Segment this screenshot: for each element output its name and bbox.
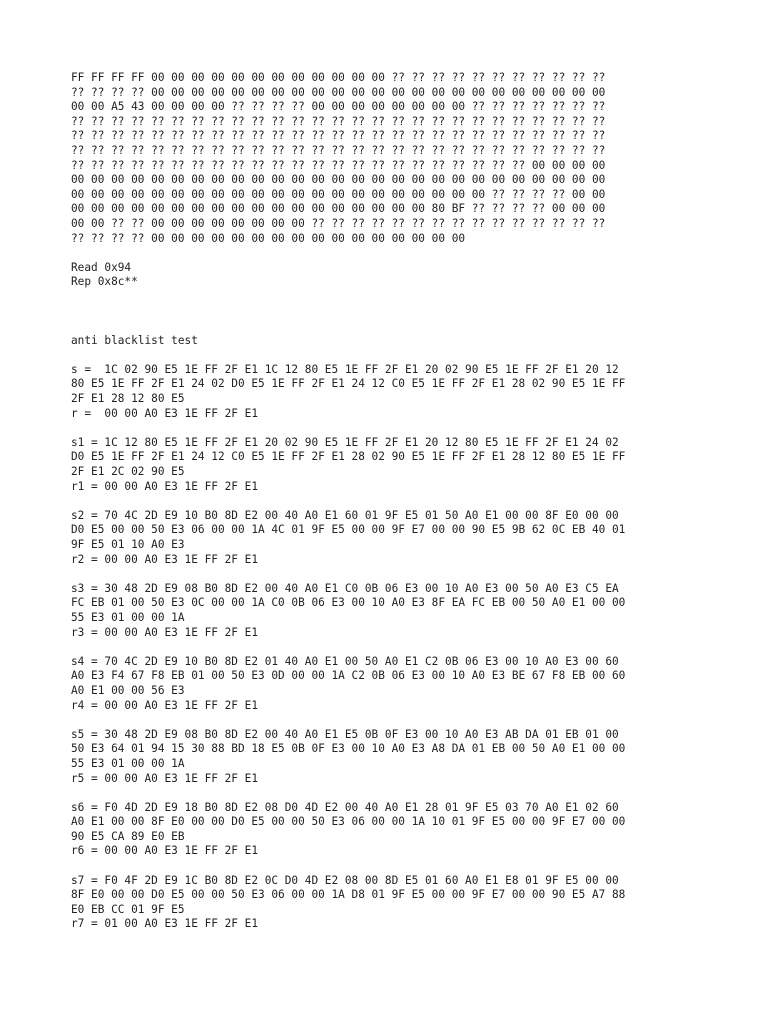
test-signature-line: s1 = 1C 12 80 E5 1E FF 2F E1 20 02 90 E5 1E FF 2F E1 20 12 80 E5 1E FF 2F E1 24 02 [71, 435, 619, 449]
test-signature-line: 55 E3 01 00 00 1A [71, 610, 185, 624]
hex-dump-line: ?? ?? ?? ?? ?? ?? ?? ?? ?? ?? ?? ?? ?? ?? ?? ?? ?? ?? ?? ?? ?? ?? ?? ?? ?? ?? ?? [71, 129, 606, 143]
spacer [71, 290, 711, 334]
test-replacement-line: r1 = 00 00 A0 E3 1E FF 2F E1 [71, 479, 259, 493]
test-signature-line: 90 E5 CA 89 E0 EB [71, 829, 185, 843]
test-block-s5 [71, 728, 711, 786]
hex-dump-line: 00 00 ?? ?? 00 00 00 00 00 00 00 00 ?? ?? ?? ?? ?? ?? ?? ?? ?? ?? ?? ?? ?? ?? ?? [71, 216, 606, 230]
test-replacement-line: r7 = 01 00 A0 E3 1E FF 2F E1 [71, 917, 259, 931]
test-signature-line: FC EB 01 00 50 E3 0C 00 00 1A C0 0B 06 E3 00 10 A0 E3 8F EA FC EB 00 50 A0 E1 00 00 [71, 596, 626, 610]
test-replacement-line: r3 = 00 00 A0 E3 1E FF 2F E1 [71, 625, 259, 639]
spacer [71, 786, 711, 801]
test-block-s6 [71, 801, 711, 859]
test-signature-line: s4 = 70 4C 2D E9 10 B0 8D E2 01 40 A0 E1 00 50 A0 E1 C2 0B 06 E3 00 10 A0 E3 00 60 [71, 654, 619, 668]
spacer [71, 421, 711, 436]
spacer [71, 859, 711, 874]
hex-dump-line: ?? ?? ?? ?? 00 00 00 00 00 00 00 00 00 00 00 00 00 00 00 00 00 00 00 00 00 00 00 [71, 85, 606, 99]
test-block-s7 [71, 874, 711, 932]
hex-dump-line: ?? ?? ?? ?? ?? ?? ?? ?? ?? ?? ?? ?? ?? ?? ?? ?? ?? ?? ?? ?? ?? ?? ?? ?? ?? ?? ?? [71, 114, 606, 128]
spacer [71, 713, 711, 728]
hex-dump-line: ?? ?? ?? ?? ?? ?? ?? ?? ?? ?? ?? ?? ?? ?? ?? ?? ?? ?? ?? ?? ?? ?? ?? ?? ?? ?? ?? [71, 143, 606, 157]
test-signature-line: 8F E0 00 00 D0 E5 00 00 50 E3 06 00 00 1A D8 01 9F E5 00 00 9F E7 00 00 90 E5 A7 88 [71, 888, 626, 902]
test-signature-line: 2F E1 28 12 80 E5 [71, 392, 185, 406]
test-replacement-line: r5 = 00 00 A0 E3 1E FF 2F E1 [71, 771, 259, 785]
test-signature-line: 80 E5 1E FF 2F E1 24 02 D0 E5 1E FF 2F E1 24 12 C0 E5 1E FF 2F E1 28 02 90 E5 1E FF [71, 377, 626, 391]
rep-line: Rep 0x8c** [71, 275, 138, 289]
test-signature-line: s6 = F0 4D 2D E9 18 B0 8D E2 08 D0 4D E2 00 40 A0 E1 28 01 9F E5 03 70 A0 E1 02 60 [71, 800, 619, 814]
hex-dump-line: ?? ?? ?? ?? 00 00 00 00 00 00 00 00 00 00 00 00 00 00 00 00 [71, 231, 466, 245]
spacer [71, 494, 711, 509]
hex-dump-line: 00 00 A5 43 00 00 00 00 ?? ?? ?? ?? 00 00 00 00 00 00 00 00 ?? ?? ?? ?? ?? ?? ?? [71, 100, 606, 114]
test-block-s2 [71, 509, 711, 567]
test-replacement-line: r2 = 00 00 A0 E3 1E FF 2F E1 [71, 552, 259, 566]
test-signature-line: s2 = 70 4C 2D E9 10 B0 8D E2 00 40 A0 E1 60 01 9F E5 01 50 A0 E1 00 00 8F E0 00 00 [71, 508, 619, 522]
test-signature-line: s7 = F0 4F 2D E9 1C B0 8D E2 0C D0 4D E2 08 00 8D E5 01 60 A0 E1 E8 01 9F E5 00 00 [71, 873, 619, 887]
spacer [71, 567, 711, 582]
hex-dump-line: ?? ?? ?? ?? ?? ?? ?? ?? ?? ?? ?? ?? ?? ?? ?? ?? ?? ?? ?? ?? ?? ?? ?? 00 00 00 00 [71, 158, 606, 172]
test-block-s4 [71, 655, 711, 713]
test-block-s [71, 363, 711, 421]
test-signature-line: s = 1C 02 90 E5 1E FF 2F E1 1C 12 80 E5 1E FF 2F E1 20 02 90 E5 1E FF 2F E1 20 12 [71, 362, 619, 376]
test-block-s1 [71, 436, 711, 494]
test-signature-line: s3 = 30 48 2D E9 08 B0 8D E2 00 40 A0 E1 C0 0B 06 E3 00 10 A0 E3 00 50 A0 E3 C5 EA [71, 581, 619, 595]
test-signature-line: 2F E1 2C 02 90 E5 [71, 465, 185, 479]
test-signature-line: E0 EB CC 01 9F E5 [71, 902, 185, 916]
test-signature-line: A0 E1 00 00 56 E3 [71, 683, 185, 697]
test-signature-line: D0 E5 00 00 50 E3 06 00 00 1A 4C 01 9F E5 00 00 9F E7 00 00 90 E5 9B 62 0C EB 40 01 [71, 523, 626, 537]
document-body [71, 71, 711, 932]
test-replacement-line: r4 = 00 00 A0 E3 1E FF 2F E1 [71, 698, 259, 712]
hex-dump-line: 00 00 00 00 00 00 00 00 00 00 00 00 00 00 00 00 00 00 00 00 00 00 00 00 00 00 00 [71, 173, 606, 187]
test-signature-line: A0 E1 00 00 8F E0 00 00 D0 E5 00 00 50 E3 06 00 00 1A 10 01 9F E5 00 00 9F E7 00 00 [71, 815, 626, 829]
test-signature-line: 9F E5 01 10 A0 E3 [71, 538, 185, 552]
spacer [71, 640, 711, 655]
test-block-s3 [71, 582, 711, 640]
hex-dump-line: FF FF FF FF 00 00 00 00 00 00 00 00 00 00 00 00 ?? ?? ?? ?? ?? ?? ?? ?? ?? ?? ?? [71, 71, 606, 84]
test-signature-line: 50 E3 64 01 94 15 30 88 BD 18 E5 0B 0F E3 00 10 A0 E3 A8 DA 01 EB 00 50 A0 E1 00 00 [71, 742, 626, 756]
test-signature-line: s5 = 30 48 2D E9 08 B0 8D E2 00 40 A0 E1 E5 0B 0F E3 00 10 A0 E3 AB DA 01 EB 01 00 [71, 727, 619, 741]
test-signature-line: 55 E3 01 00 00 1A [71, 756, 185, 770]
hex-dump-line: 00 00 00 00 00 00 00 00 00 00 00 00 00 00 00 00 00 00 80 BF ?? ?? ?? ?? 00 00 00 [71, 202, 606, 216]
test-signature-line: D0 E5 1E FF 2F E1 24 12 C0 E5 1E FF 2F E1 28 02 90 E5 1E FF 2F E1 28 12 80 E5 1E FF [71, 450, 626, 464]
test-signature-line: A0 E3 F4 67 F8 EB 01 00 50 E3 0D 00 00 1A C2 0B 06 E3 00 10 A0 E3 BE 67 F8 EB 00 60 [71, 669, 626, 683]
section-title: anti blacklist test [71, 333, 198, 347]
hex-dump-line: 00 00 00 00 00 00 00 00 00 00 00 00 00 00 00 00 00 00 00 00 00 ?? ?? ?? ?? 00 00 [71, 187, 606, 201]
spacer [71, 246, 711, 261]
hex-dump [71, 71, 711, 246]
read-line: Read 0x94 [71, 260, 132, 274]
test-replacement-line: r = 00 00 A0 E3 1E FF 2F E1 [71, 406, 259, 420]
test-replacement-line: r6 = 00 00 A0 E3 1E FF 2F E1 [71, 844, 259, 858]
spacer [71, 348, 711, 363]
